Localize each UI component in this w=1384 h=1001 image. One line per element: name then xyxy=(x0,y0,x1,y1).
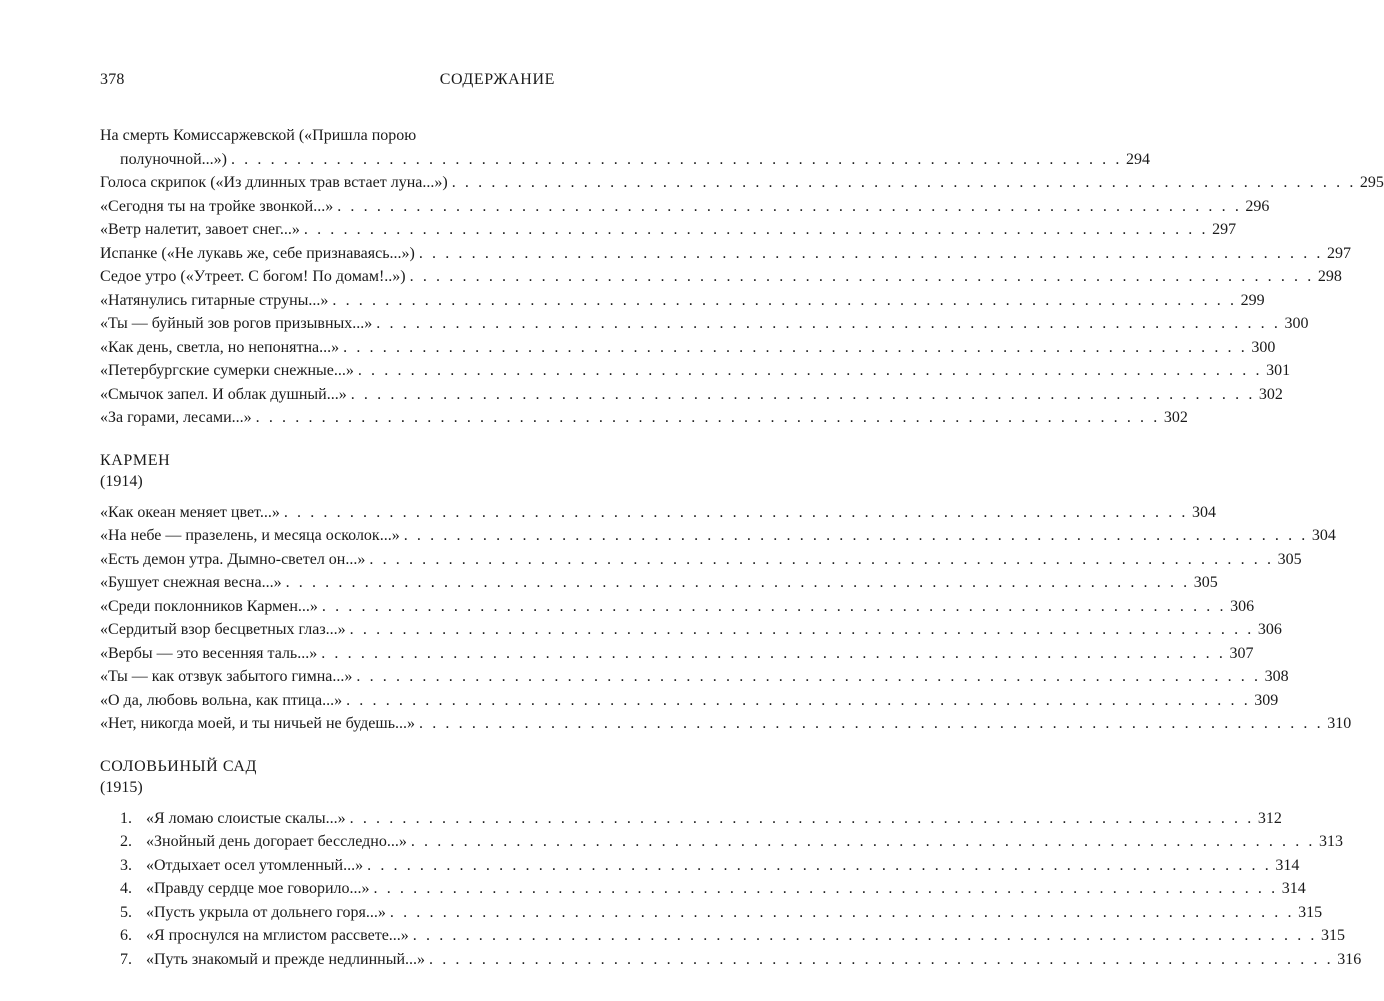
toc-entry xyxy=(100,336,1276,360)
leader-dots: . . . . . . . . . . . . . . . . . . . . . . . . . . . . . . . . . . . . . . . . . . . . . . . . . . . . . . . . . . . . . . . . . . . . . xyxy=(283,503,1189,521)
toc-entry xyxy=(100,501,1217,525)
toc-entry xyxy=(100,548,1302,572)
leader-dots: . . . . . . . . . . . . . . . . . . . . . . . . . . . . . . . . . . . . . . . . . . . . . . . . . . . . . . . . . . . . . . . . . . . . . xyxy=(373,880,1278,897)
toc-entry-text: «Я ломаю слоистые скалы...» xyxy=(146,809,346,827)
toc-entry-number: 3. xyxy=(120,856,132,874)
toc-entry-title: Голоса скрипок («Из длинных трав встает луна...») xyxy=(100,174,448,191)
toc-entry-title: «Есть демон утра. Дымно-светел он...» xyxy=(100,550,366,568)
leader-dots: . . . . . . . . . . . . . . . . . . . . . . . . . . . . . . . . . . . . . . . . . . . . . . . . . . . . . . . . . . . . . . . . . . . . . xyxy=(346,691,1251,709)
toc-entry-page: 305 xyxy=(1193,574,1218,591)
toc-entry-page: 297 xyxy=(1327,244,1352,262)
leader-dots: . . . . . . . . . . . . . . . . . . . . . . . . . . . . . . . . . . . . . . . . . . . . . . . . . . . . . . . . . . . . . . . . . . . . . xyxy=(321,644,1226,662)
toc-entry-page: 302 xyxy=(1163,409,1188,426)
leader-dots: . . . . . . . . . . . . . . . . . . . . . . . . . . . . . . . . . . . . . . . . . . . . . . . . . . . . . . . . . . . . . . . . . . . . . xyxy=(403,527,1308,544)
toc-entry-title: «На небе — празелень, и месяца осколок...» xyxy=(100,527,400,544)
toc-entry-title: На смерть Комиссаржевской («Пришла порою xyxy=(100,127,417,144)
toc-entry xyxy=(100,665,1289,689)
toc-entry-text: «Путь знакомый и прежде недлинный...» xyxy=(146,950,426,968)
leader-dots: . . . . . . . . . . . . . . . . . . . . . . . . . . . . . . . . . . . . . . . . . . . . . . . . . . . . . . . . . . . . . . . . . . . . . xyxy=(357,362,1263,379)
leader-dots: . . . . . . . . . . . . . . . . . . . . . . . . . . . . . . . . . . . . . . . . . . . . . . . . . . . . . . . . . . . . . . . . . . . . . xyxy=(418,244,1324,262)
toc-entry xyxy=(100,383,1283,407)
toc-entry-title: «Бушует снежная весна...» xyxy=(100,574,282,591)
toc-entry xyxy=(100,901,1323,925)
toc-entry-text: «Знойный день догорает бесследно...» xyxy=(146,833,407,850)
toc-entry-title: «Ты — как отзвук забытого гимна...» xyxy=(100,668,353,685)
leader-dots: . . . . . . . . . . . . . . . . . . . . . . . . . . . . . . . . . . . . . . . . . . . . . . . . . . . . . . . . . . . . . . . . . . . . . xyxy=(389,903,1295,921)
toc-entry-title: «Ты — буйный зов рогов призывных...» xyxy=(100,315,373,332)
toc-page xyxy=(100,70,1384,971)
toc-entry xyxy=(100,195,1270,219)
toc-entry-title xyxy=(120,901,386,925)
toc-entry xyxy=(100,242,1352,266)
section-carmen xyxy=(100,450,1352,736)
toc-entry-page: 294 xyxy=(1125,150,1150,168)
leader-dots: . . . . . . . . . . . . . . . . . . . . . . . . . . . . . . . . . . . . . . . . . . . . . . . . . . . . . . . . . . . . . . . . . . . . . xyxy=(255,409,1160,426)
leader-dots: . . . . . . . . . . . . . . . . . . . . . . . . . . . . . . . . . . . . . . . . . . . . . . . . . . . . . . . . . . . . . . . . . . . . . xyxy=(369,550,1274,568)
toc-entry-title: Испанке («Не лукавь же, себе признаваясь...») xyxy=(100,244,415,262)
toc-entry-text: «Правду сердце мое говорило...» xyxy=(146,880,370,897)
toc-entry xyxy=(100,595,1255,619)
running-head xyxy=(100,70,555,90)
leader-dots: . . . . . . . . . . . . . . . . . . . . . . . . . . . . . . . . . . . . . . . . . . . . . . . . . . . . . . . . . . . . . . . . . . . . . xyxy=(451,174,1356,191)
toc-entry-page: 301 xyxy=(1266,362,1291,379)
section-nightingale-garden xyxy=(100,756,1362,972)
toc-entry-title: «Вербы — это весенняя таль...» xyxy=(100,644,318,662)
toc-entry-page: 314 xyxy=(1275,856,1300,874)
toc-entry-title: «Сегодня ты на тройке звонкой...» xyxy=(100,197,334,215)
toc-entry-page: 314 xyxy=(1281,880,1306,897)
toc-entry-page: 308 xyxy=(1264,668,1289,685)
toc-entry-text: «Я проснулся на мглистом рассвете...» xyxy=(146,927,409,944)
toc-entry-page: 307 xyxy=(1229,644,1254,662)
toc-entry-page: 313 xyxy=(1319,833,1344,850)
toc-entry xyxy=(100,712,1352,736)
leader-dots: . . . . . . . . . . . . . . . . . . . . . . . . . . . . . . . . . . . . . . . . . . . . . . . . . . . . . . . . . . . . . . . . . . . . . xyxy=(429,950,1334,968)
toc-entry-title xyxy=(120,948,425,972)
toc-entry-title: «Ветр налетит, завоет снег...» xyxy=(100,221,300,238)
toc-entry-page: 315 xyxy=(1321,927,1345,944)
leader-dots: . . . . . . . . . . . . . . . . . . . . . . . . . . . . . . . . . . . . . . . . . . . . . . . . . . . . . . . . . . . . . . . . . . . . . xyxy=(350,385,1255,403)
leader-dots: . . . . . . . . . . . . . . . . . . . . . . . . . . . . . . . . . . . . . . . . . . . . . . . . . . . . . . . . . . . . . . . . . . . . . xyxy=(349,621,1254,638)
toc-entry-number: 1. xyxy=(120,809,132,827)
toc-entry xyxy=(100,618,1282,642)
toc-entry xyxy=(100,218,1237,242)
toc-entry-title: «Как день, светла, но непонятна...» xyxy=(100,338,340,356)
toc-entry-title: «Смычок запел. И облак душный...» xyxy=(100,385,347,403)
toc-entry-title: «Сердитый взор бесцветных глаз...» xyxy=(100,621,346,638)
toc-entry xyxy=(100,830,1344,854)
leader-dots: . . . . . . . . . . . . . . . . . . . . . . . . . . . . . . . . . . . . . . . . . . . . . . . . . . . . . . . . . . . . . . . . . . . . . xyxy=(409,268,1314,285)
toc-entry-title: «За горами, лесами...» xyxy=(100,409,252,426)
toc-entry-page: 305 xyxy=(1277,550,1302,568)
leader-dots: . . . . . . . . . . . . . . . . . . . . . . . . . . . . . . . . . . . . . . . . . . . . . . . . . . . . . . . . . . . . . . . . . . . . . xyxy=(419,715,1324,732)
toc-entry-title: «Натянулись гитарные струны...» xyxy=(100,291,329,309)
toc-entry xyxy=(100,689,1279,713)
toc-entry-number: 2. xyxy=(120,833,132,850)
section-title: КАРМЕН xyxy=(100,451,171,469)
toc-entry xyxy=(100,571,1218,595)
leader-dots: . . . . . . . . . . . . . . . . . . . . . . . . . . . . . . . . . . . . . . . . . . . . . . . . . . . . . . . . . . . . . . . . . . . . . xyxy=(343,338,1248,356)
leader-dots: . . . . . . . . . . . . . . . . . . . . . . . . . . . . . . . . . . . . . . . . . . . . . . . . . . . . . . . . . . . . . . . . . . . . . xyxy=(376,315,1281,332)
toc-entry-title xyxy=(120,807,346,831)
toc-entry-title: «Петербургские сумерки снежные...» xyxy=(100,362,354,379)
toc-entry xyxy=(100,524,1336,548)
toc-entry-page: 298 xyxy=(1317,268,1342,285)
leader-dots: . . . . . . . . . . . . . . . . . . . . . . . . . . . . . . . . . . . . . . . . . . . . . . . . . . . . . . . . . . . . . . . . . . . . . xyxy=(321,597,1227,615)
toc-entry-title xyxy=(120,924,409,948)
toc-entry-page: 299 xyxy=(1240,291,1265,309)
toc-entry-page: 297 xyxy=(1212,221,1237,238)
toc-entry-number: 5. xyxy=(120,903,132,921)
toc-entry-title: «Нет, никогда моей, и ты ничьей не будешь...» xyxy=(100,715,416,732)
toc-entry xyxy=(100,406,1188,430)
toc-entry-page: 315 xyxy=(1298,903,1323,921)
toc-entry-page: 310 xyxy=(1327,715,1352,732)
leader-dots: . . . . . . . . . . . . . . . . . . . . . . . . . . . . . . . . . . . . . . . . . . . . . . . . . . . . . . . . . . . . . . . . . . . . . xyxy=(410,833,1316,850)
toc-entry-page: 306 xyxy=(1230,597,1255,615)
toc-entry-page: 309 xyxy=(1254,691,1279,709)
toc-entry xyxy=(100,289,1265,313)
toc-entry xyxy=(100,924,1345,948)
leader-dots: . . . . . . . . . . . . . . . . . . . . . . . . . . . . . . . . . . . . . . . . . . . . . . . . . . . . . . . . . . . . . . . . . . . . . xyxy=(349,809,1254,827)
leader-dots: . . . . . . . . . . . . . . . . . . . . . . . . . . . . . . . . . . . . . . . . . . . . . . . . . . . . . . . . . . . . . . . . . . . . . xyxy=(332,291,1237,309)
toc-entry-page: 316 xyxy=(1337,950,1362,968)
toc-entry-page: 304 xyxy=(1311,527,1336,544)
toc-entry-title xyxy=(120,830,407,854)
toc-entry-page: 296 xyxy=(1245,197,1270,215)
toc-entry xyxy=(100,807,1282,831)
toc-entry-title xyxy=(120,877,370,901)
toc-entry-page: 304 xyxy=(1192,503,1217,521)
page-number: 378 xyxy=(100,71,125,88)
leader-dots: . . . . . . . . . . . . . . . . . . . . . . . . . . . . . . . . . . . . . . . . . . . . . . . . . . . . . . . . . . . . . . . . . . . . . xyxy=(337,197,1242,215)
toc-entry-page: 302 xyxy=(1258,385,1283,403)
toc-entry-title xyxy=(120,854,363,878)
toc-entry xyxy=(100,877,1306,901)
toc-entry-title: «О да, любовь вольна, как птица...» xyxy=(100,691,343,709)
page-title: СОДЕРЖАНИЕ xyxy=(439,71,555,88)
leader-dots: . . . . . . . . . . . . . . . . . . . . . . . . . . . . . . . . . . . . . . . . . . . . . . . . . . . . . . . . . . . . . . . . . . . . . xyxy=(367,856,1272,874)
toc-entry-number: 6. xyxy=(120,927,132,944)
toc-entry xyxy=(100,359,1291,383)
toc-entry-title-cont: полуночной...») xyxy=(120,150,227,168)
toc-entry-text: «Отдыхает осел утомленный...» xyxy=(146,856,364,874)
toc-entry-title: Седое утро («Утреет. С богом! По домам!..») xyxy=(100,268,406,285)
toc-entry-page: 312 xyxy=(1257,809,1282,827)
toc-entry xyxy=(100,171,1384,195)
toc-entry-page: 300 xyxy=(1284,315,1309,332)
toc-entry xyxy=(100,642,1254,666)
toc-entry-title: «Как океан меняет цвет...» xyxy=(100,503,280,521)
intro-entries xyxy=(100,124,1384,430)
toc-entry xyxy=(100,265,1342,289)
section-title: СОЛОВЬИНЫЙ САД xyxy=(100,757,258,775)
toc-entry-page: 300 xyxy=(1251,338,1276,356)
section-year: (1915) xyxy=(100,778,143,796)
leader-dots: . . . . . . . . . . . . . . . . . . . . . . . . . . . . . . . . . . . . . . . . . . . . . . . . . . . . . . . . . . . . . . . . . . . . . xyxy=(285,574,1190,591)
leader-dots: . . . . . . . . . . . . . . . . . . . . . . . . . . . . . . . . . . . . . . . . . . . . . . . . . . . . . . . . . . . . . . . . . . . . . xyxy=(356,668,1261,685)
toc-entry xyxy=(100,948,1362,972)
toc-entry-title: «Среди поклонников Кармен...» xyxy=(100,597,318,615)
toc-entry xyxy=(100,124,1150,171)
leader-dots: . . . . . . . . . . . . . . . . . . . . . . . . . . . . . . . . . . . . . . . . . . . . . . . . . . . . . . . . . . . . . . . . . . . . xyxy=(230,150,1122,168)
toc-entry-text: «Пусть укрыла от дольнего горя...» xyxy=(146,903,386,921)
leader-dots: . . . . . . . . . . . . . . . . . . . . . . . . . . . . . . . . . . . . . . . . . . . . . . . . . . . . . . . . . . . . . . . . . . . . . xyxy=(303,221,1209,238)
toc-entry-number: 4. xyxy=(120,880,132,897)
toc-entry xyxy=(100,854,1300,878)
toc-entry-page: 306 xyxy=(1257,621,1282,638)
toc-entry-page: 295 xyxy=(1359,174,1384,191)
section-year: (1914) xyxy=(100,472,143,490)
toc-entry-number: 7. xyxy=(120,950,132,968)
toc-entry xyxy=(100,312,1309,336)
leader-dots: . . . . . . . . . . . . . . . . . . . . . . . . . . . . . . . . . . . . . . . . . . . . . . . . . . . . . . . . . . . . . . . . . . . . . xyxy=(412,927,1317,944)
